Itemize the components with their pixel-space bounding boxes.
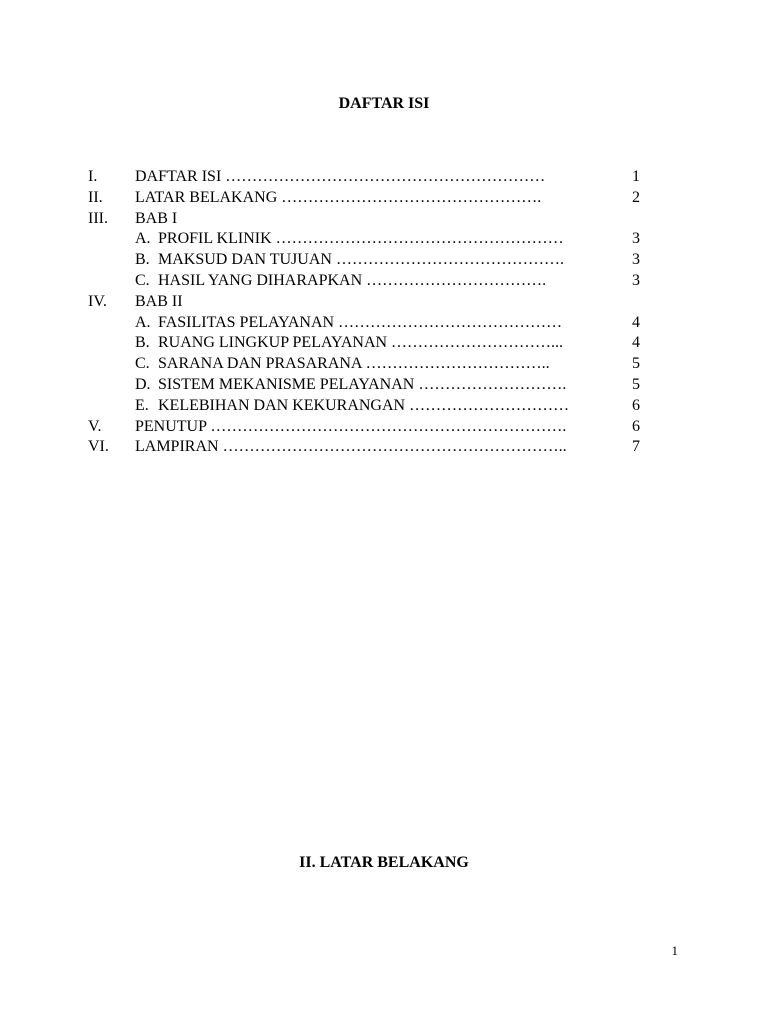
toc-entry-text	[135, 437, 567, 458]
toc-entry-leader: …………………………………….	[335, 251, 564, 269]
toc-entry	[88, 437, 648, 458]
toc-entry-leader: ………………………………………………………….	[210, 417, 567, 435]
toc-entry-label: DAFTAR ISI	[135, 168, 222, 185]
toc-entry-label: PENUTUP	[135, 417, 207, 435]
toc-entry-text	[135, 271, 546, 292]
toc-title: DAFTAR ISI	[338, 95, 430, 112]
toc-entry-text	[135, 354, 550, 375]
toc-entry-label: LATAR BELAKANG	[135, 188, 278, 206]
toc-entry-text	[135, 375, 566, 396]
toc-entry-leader: ……………………………………………………	[225, 168, 546, 185]
toc-entry-label: SISTEM MEKANISME PELAYANAN	[158, 375, 415, 393]
toc-entry-letter: A.	[135, 313, 151, 331]
toc-entry-page: 3	[632, 251, 640, 269]
toc-entry-text	[135, 250, 564, 271]
toc-entry-leader: ………………………………………….	[281, 188, 542, 206]
toc-entry-letter: C.	[135, 271, 150, 289]
toc-entry	[88, 396, 648, 417]
toc-entry-page: 1	[632, 168, 640, 185]
toc-entry-letter: E.	[135, 396, 149, 414]
toc-entry-text	[135, 167, 545, 188]
toc-entry-page: 5	[632, 355, 640, 373]
toc-entry-leader: …………………………….	[366, 271, 547, 289]
toc-entry-leader: …………………………	[409, 396, 570, 414]
toc-entry-text	[135, 229, 564, 250]
section-heading: II. LATAR BELAKANG	[299, 854, 469, 871]
toc-entry-label: LAMPIRAN	[135, 438, 219, 456]
toc-entry	[88, 271, 648, 292]
toc-entry-label: KELEBIHAN DAN KEKURANGAN	[158, 396, 406, 414]
toc-entry-text	[135, 396, 569, 417]
toc-entry	[88, 292, 648, 313]
toc-entry-leader: ……………………………………	[338, 313, 563, 331]
toc-entry-text	[135, 313, 562, 334]
toc-entry	[88, 313, 648, 334]
toc-entry	[88, 209, 648, 230]
toc-entry	[88, 375, 648, 396]
toc-entry-label: HASIL YANG DIHARAPKAN	[158, 271, 363, 289]
toc-entry	[88, 417, 648, 438]
toc-entry-letter: D.	[135, 375, 151, 393]
toc-entry-letter: B.	[135, 334, 150, 352]
footer-page-number: 1	[671, 943, 678, 958]
toc-entry-leader: ………………………………………………………..	[222, 438, 567, 456]
toc-entry	[88, 333, 648, 354]
toc-entry-page: 4	[632, 313, 640, 331]
toc-entry-letter: B.	[135, 251, 150, 269]
toc-entry	[88, 250, 648, 271]
toc-entry-number: I.	[88, 168, 98, 185]
toc-entry-leader: ……………………………..	[365, 355, 550, 373]
toc-entry-leader: ………………………………………………	[275, 230, 564, 248]
toc-entry-page: 2	[632, 188, 640, 206]
toc-entry-page: 3	[632, 271, 640, 289]
toc-entry-number: III.	[88, 209, 108, 227]
toc-entry-letter: C.	[135, 355, 150, 373]
toc-entry-label: SARANA DAN PRASARANA	[158, 355, 362, 373]
toc-entry-page: 4	[632, 334, 640, 352]
toc-entry-page: 7	[632, 438, 640, 456]
toc-entry-number: IV.	[88, 292, 107, 310]
toc-entry-text	[135, 292, 183, 313]
toc-entry-leader: ……………………….	[418, 375, 567, 393]
toc-entry-label: FASILITAS PELAYANAN	[158, 313, 335, 331]
toc-entry-page: 3	[632, 230, 640, 248]
toc-entry	[88, 188, 648, 209]
toc-entry-text	[135, 333, 563, 354]
toc-entry-text	[135, 209, 177, 230]
toc-entry-label: PROFIL KLINIK	[158, 230, 272, 248]
toc-entry	[88, 167, 648, 188]
toc-entry-label: RUANG LINGKUP PELAYANAN	[158, 334, 388, 352]
toc-entry	[88, 229, 648, 250]
toc-entry-number: VI.	[88, 438, 109, 456]
toc-entry-number: V.	[88, 417, 102, 435]
toc-entry-label: MAKSUD DAN TUJUAN	[158, 251, 332, 269]
toc-entry-label: BAB I	[135, 209, 178, 227]
toc-entry-letter: A.	[135, 230, 151, 248]
toc-entry-number: II.	[88, 188, 103, 206]
toc-entry-text	[135, 417, 566, 438]
toc-entry-page: 5	[632, 375, 640, 393]
toc-entry-page: 6	[632, 396, 640, 414]
toc-entry	[88, 354, 648, 375]
table-of-contents	[88, 167, 648, 458]
toc-entry-label: BAB II	[135, 292, 183, 310]
toc-entry-text	[135, 188, 541, 209]
toc-entry-leader: …………………………...	[391, 334, 564, 352]
toc-entry-page: 6	[632, 417, 640, 435]
